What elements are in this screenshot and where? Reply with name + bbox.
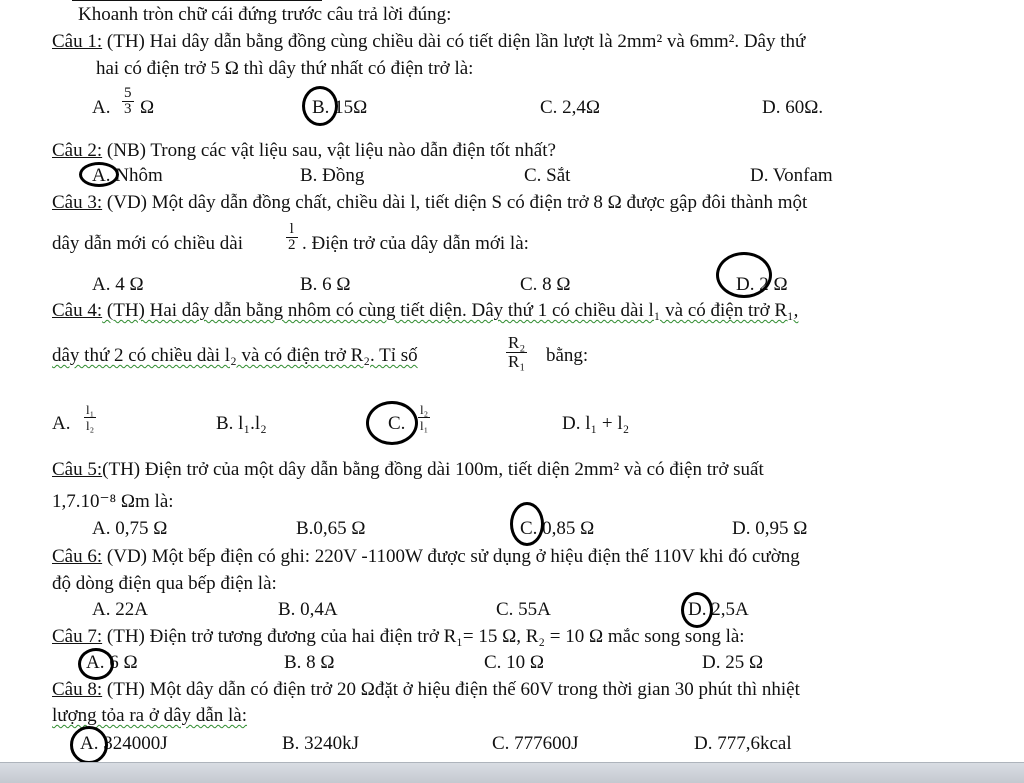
q5-option-d: D. 0,95 Ω — [732, 518, 808, 539]
q6-text — [52, 546, 800, 568]
q2-text — [52, 140, 556, 162]
q3-numerator: l — [286, 222, 298, 238]
q8-line2 — [52, 705, 247, 727]
q1-option-b: B. 15Ω — [312, 97, 368, 118]
instruction: Khoanh tròn chữ cái đứng trước câu trả lời đúng: — [78, 4, 452, 25]
q3-denominator: 2 — [288, 237, 296, 253]
q2-option-d: D. Vonfam — [750, 165, 833, 186]
q1-line2: hai có điện trở 5 Ω thì dây thứ nhất có điện trở là: — [96, 58, 474, 79]
q4-option-a-fraction — [84, 402, 96, 433]
q4-c-numerator: l₂ — [420, 402, 429, 417]
q6-label: Câu 6: — [52, 546, 103, 567]
q3-fraction — [286, 222, 298, 253]
q1-option-d: D. 60Ω. — [762, 97, 824, 118]
q4-a-denominator: l₂ — [86, 418, 95, 433]
q1-a-denominator: 3 — [124, 101, 132, 117]
q2-line1: (NB) Trong các vật liệu sau, vật liệu nào dẫn điện tốt nhất? — [102, 140, 556, 161]
q8-option-c: C. 777600J — [492, 733, 579, 754]
q7-option-b: B. 8 Ω — [284, 652, 335, 673]
q5-option-b: B.0,65 Ω — [296, 518, 366, 539]
q8-line2-text: lượng tỏa ra ở dây dẫn là: — [52, 705, 248, 726]
q5-line2: 1,7.10⁻⁸ Ωm là: — [52, 491, 174, 512]
q1-text — [52, 31, 805, 53]
q1-a-numerator: 5 — [124, 85, 132, 101]
q4-a-numerator: l₁ — [86, 402, 95, 417]
q3-text — [52, 192, 807, 214]
q4-line1: (TH) Hai dây dẫn bằng nhôm có cùng tiết diện. Dây thứ 1 có chiều dài l₁ và có điện trở R₁, — [102, 300, 799, 321]
q4-option-b: B. l₁.l₂ — [216, 413, 267, 434]
q3-option-a: A. 4 Ω — [92, 274, 144, 295]
q1-option-a-letter: A. — [92, 97, 111, 118]
q7-option-d: D. 25 Ω — [702, 652, 764, 673]
q1-option-a-fraction — [122, 86, 134, 117]
q4-option-c-letter: C. — [388, 413, 406, 434]
q4-ratio-numerator: R₂ — [508, 333, 526, 352]
q6-option-a: A. 22A — [92, 599, 148, 620]
q4-line2a — [52, 345, 418, 367]
q1-option-a-unit: Ω — [140, 97, 155, 118]
q8-label: Câu 8: — [52, 679, 103, 700]
q6-option-b: B. 0,4A — [278, 599, 338, 620]
q7-line1: (TH) Điện trở tương đương của hai điện trở R₁= 15 Ω, R₂ = 10 Ω mắc song song là: — [102, 626, 745, 647]
q5-option-c: C. 0,85 Ω — [520, 518, 595, 539]
q3-line1: (VD) Một dây dẫn đồng chất, chiều dài l, tiết diện S có điện trở 8 Ω được gập đôi thành một — [102, 192, 808, 213]
q1-line1: (TH) Hai dây dẫn bằng đồng cùng chiều dài có tiết diện lần lượt là 2mm² và 6mm². Dây thứ — [102, 31, 806, 52]
q7-option-c: C. 10 Ω — [484, 652, 545, 673]
q4-option-a-letter: A. — [52, 413, 71, 434]
q8-option-d: D. 777,6kcal — [694, 733, 792, 754]
q7-text — [52, 626, 745, 648]
q4-text — [52, 300, 798, 322]
q6-line1: (VD) Một bếp điện có ghi: 220V -1100W được sử dụng ở hiệu điện thế 110V khi đó cường — [102, 546, 800, 567]
q5-option-a: A. 0,75 Ω — [92, 518, 168, 539]
q4-option-c-fraction — [418, 402, 430, 433]
q2-label: Câu 2: — [52, 140, 103, 161]
q2-option-c: C. Sắt — [524, 165, 571, 186]
q1-label: Câu 1: — [52, 31, 103, 52]
q5-label: Câu 5: — [52, 459, 103, 480]
q2-option-b: B. Đồng — [300, 165, 365, 186]
top-rule — [72, 0, 322, 1]
q8-option-a: A. 324000J — [80, 733, 168, 754]
q5-line1: (TH) Điện trở của một dây dẫn bằng đồng dài 100m, tiết diện 2mm² và có điện trở suất — [102, 459, 764, 480]
q4-ratio-denominator: R₁ — [508, 352, 526, 371]
q4-option-d: D. l₁ + l₂ — [562, 413, 630, 434]
q4-line2b: bằng: — [546, 345, 589, 366]
q3-line2a: dây dẫn mới có chiều dài — [52, 233, 244, 254]
q4-line2a-text: dây thứ 2 có chiều dài l₂ và có điện trở R₂. Tỉ số — [52, 345, 418, 366]
q7-label: Câu 7: — [52, 626, 103, 647]
q8-option-b: B. 3240kJ — [282, 733, 360, 754]
q4-ratio — [506, 334, 527, 371]
window-bottom-bar — [0, 762, 1024, 783]
q6-option-c: C. 55A — [496, 599, 551, 620]
q3-option-d: D. 2 Ω — [736, 274, 788, 295]
q8-line1: (TH) Một dây dẫn có điện trở 20 Ωđặt ở hiệu điện thế 60V trong thời gian 30 phút thì nhiệt — [102, 679, 800, 700]
q4-c-denominator: l₁ — [420, 418, 429, 433]
q3-line2b: . Điện trở của dây dẫn mới là: — [302, 233, 529, 254]
q3-label: Câu 3: — [52, 192, 103, 213]
q8-text — [52, 679, 800, 701]
q3-option-c: C. 8 Ω — [520, 274, 571, 295]
q5-text — [52, 459, 764, 481]
q6-line2: độ dòng điện qua bếp điện là: — [52, 573, 277, 594]
q4-label: Câu 4: — [52, 300, 103, 321]
q3-option-b: B. 6 Ω — [300, 274, 351, 295]
q2-option-a: A. Nhôm — [92, 165, 163, 186]
q7-option-a: A. 6 Ω — [86, 652, 138, 673]
q1-option-c: C. 2,4Ω — [540, 97, 601, 118]
q6-option-d: D. 2,5A — [688, 599, 749, 620]
